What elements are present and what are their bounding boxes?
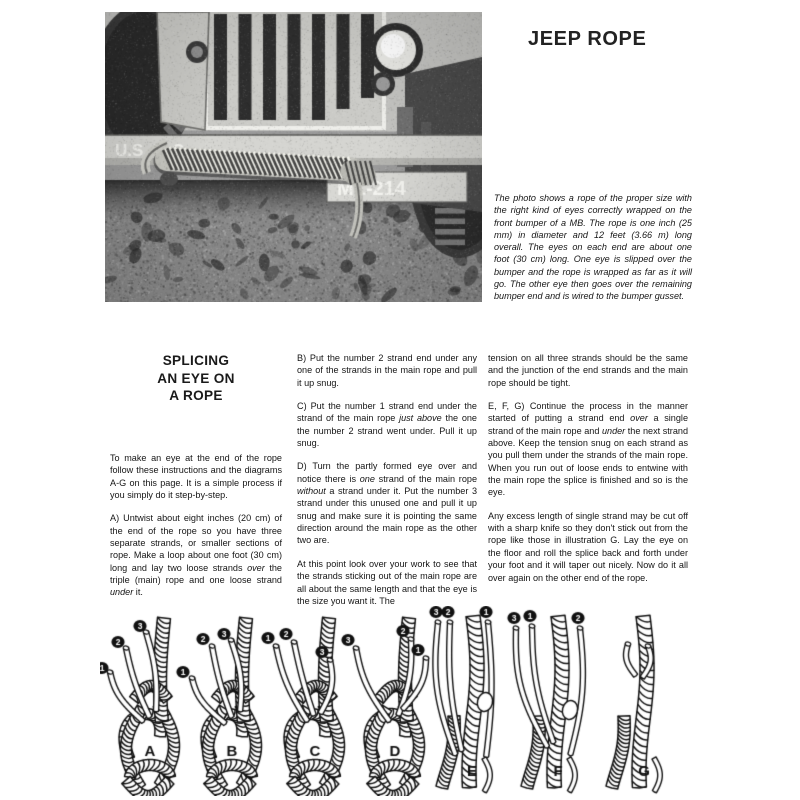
paragraph-step-c: C) Put the number 1 strand end under the strand of the main rope just above the one the number 2 strand went under. Pull it up snug. bbox=[297, 401, 477, 449]
page-title: JEEP ROPE bbox=[528, 28, 647, 50]
section-heading-line-1: SPLICING bbox=[162, 353, 230, 368]
section-heading-line-3: A ROPE bbox=[169, 388, 223, 403]
body-column-1 bbox=[110, 452, 282, 599]
body-column-3 bbox=[488, 352, 688, 584]
photo-caption: The photo shows a rope of the proper size with the right kind of eyes correctly wrapped on the front bumper of a MB. The rope is one inch (25 mm) in diameter and 12 feet (3.66 m) long overall. The eyes on each end are about one foot (30 cm) long. One eye is slipped over the bumper and the rope is wrapped as far as it will go. The other eye then goes over the remaining bumper end and is wired to the bumper gusset. bbox=[494, 193, 692, 302]
rope-splice-diagrams bbox=[100, 606, 790, 796]
paragraph-checkpoint-continued: tension on all three strands should be the same and the junction of the end strands and the main rope should be tight. bbox=[488, 353, 688, 388]
paragraph-step-efg: E, F, G) Continue the process in the manner started of putting a strand end over a single strand of the main rope and under the next strand above. Keep the tension snug on each strand as you pull them under the strands of the main rope. When you run out of loose ends to entwine with the main rope the splice is finished and so is the eye. bbox=[488, 401, 689, 498]
section-heading-line-2: AN EYE ON bbox=[157, 370, 235, 386]
paragraph-checkpoint: At this point look over your work to see that the strands sticking out of the main rope are all about the same length and that the eye is the size you want it. The bbox=[297, 558, 477, 606]
body-column-2 bbox=[297, 352, 477, 607]
jeep-front-bumper-rope-photo bbox=[105, 12, 482, 302]
jeep-photo-figure bbox=[105, 12, 482, 302]
paragraph-step-d: D) Turn the partly formed eye over and notice there is one strand of the main rope without a strand under it. Put the number 3 strand under this unused one and pull it up snug and make sure it is pointing the same direction around the main rope as the other two are. bbox=[297, 461, 477, 546]
paragraph-step-a: A) Untwist about eight inches (20 cm) of the end of the rope so you have three separate strands, or smaller sections of rope. Make a loop about one foot (30 cm) long and lay two loose strands over the triple (main) rope and one loose strand under it. bbox=[110, 513, 282, 598]
section-heading bbox=[110, 352, 282, 405]
paragraph-finishing: Any excess length of single strand may be cut off with a sharp knife so they don't stick out from the rope like those in illustration G. Lay the eye on the floor and roll the splice back and forth under your foot and it will taper out nicely. Now do it all over again on the other end of the rope. bbox=[488, 510, 688, 583]
rope-splice-diagram-strip bbox=[100, 606, 790, 796]
paragraph-step-b: B) Put the number 2 strand end under any one of the strands in the main rope and pull it up snug. bbox=[297, 353, 477, 388]
paragraph-intro: To make an eye at the end of the rope follow these instructions and the diagrams A-G on this page. It is a simple process if you simply do it step-by-step. bbox=[110, 453, 282, 501]
